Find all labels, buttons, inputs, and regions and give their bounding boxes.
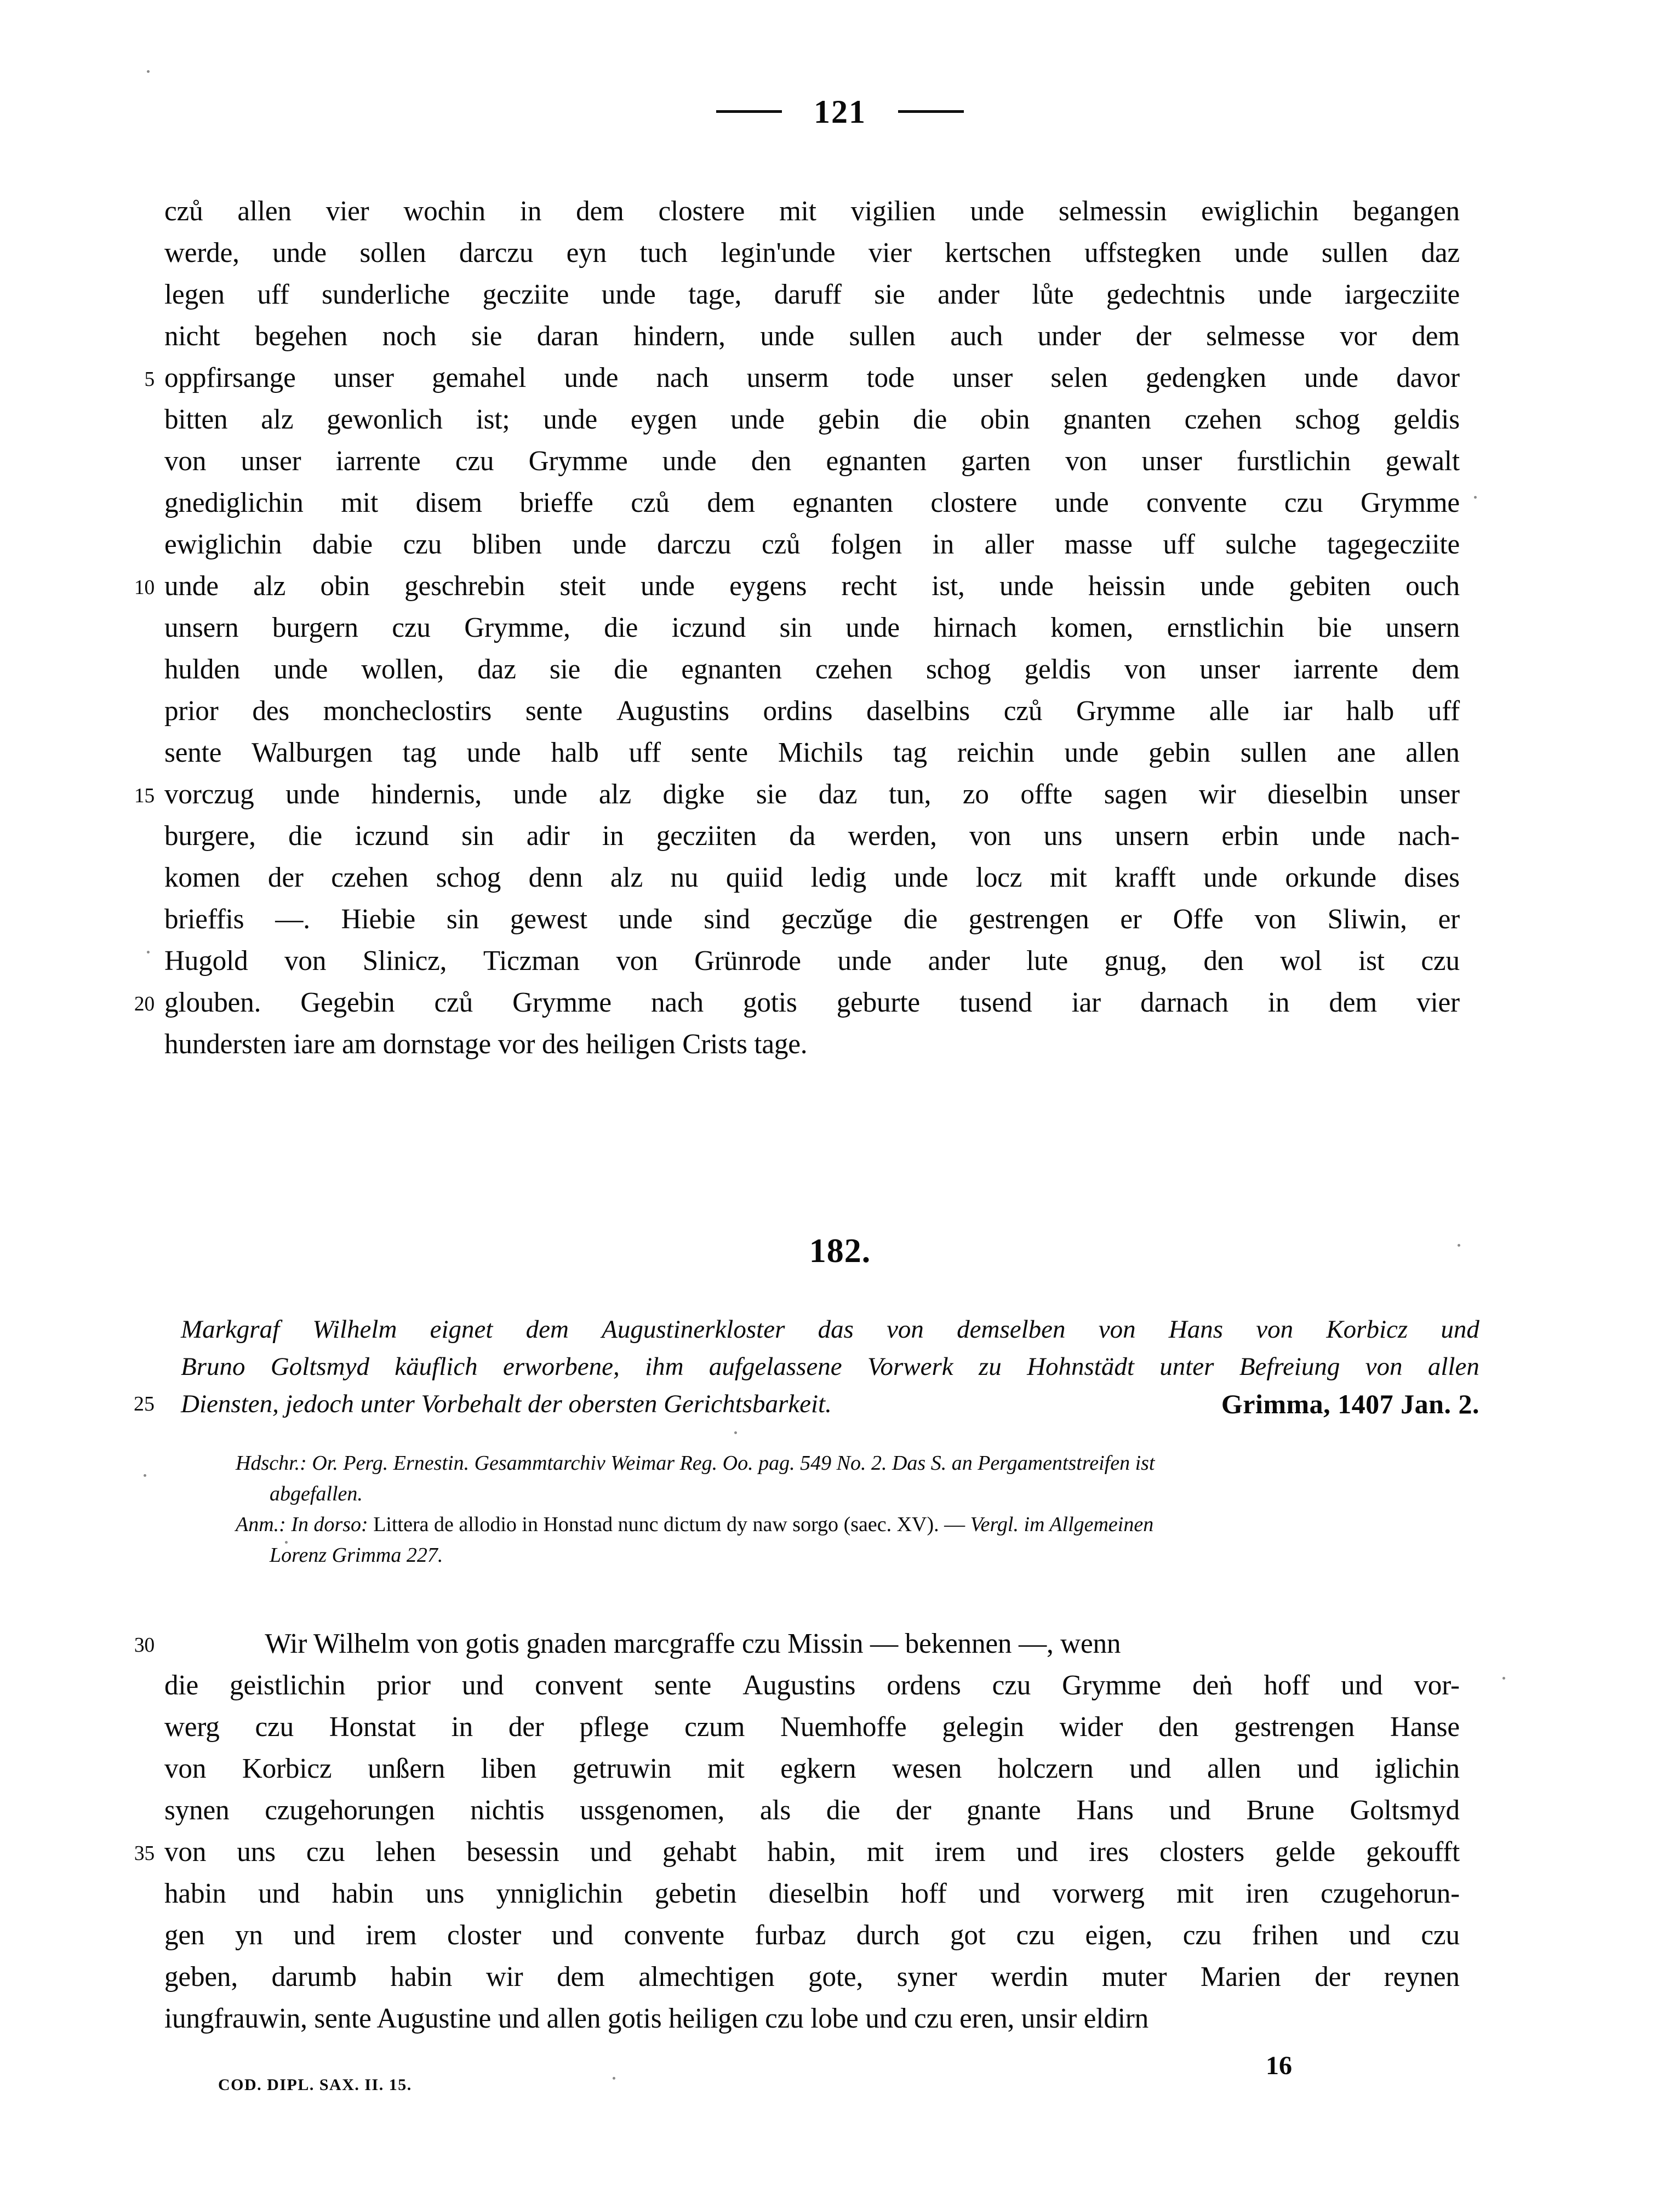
charter-line-text: gnediglichin mit disem brieffe czů dem egnanten clostere unde convente czu Grymme bbox=[164, 487, 1460, 518]
regest-word: Bruno bbox=[181, 1352, 245, 1381]
regest-word: eignet bbox=[430, 1315, 493, 1344]
apparatus-anm-reference: Lorenz Grimma 227. bbox=[270, 1544, 443, 1567]
charter-line-text: habin und habin uns ynniglichin gebetin dieselbin hoff und vorwerg mit iren czugehorun- bbox=[164, 1878, 1460, 1909]
charter-121-text bbox=[134, 191, 1479, 1065]
charter-line-text: gen yn und irem closter und convente furbaz durch got czu eigen, czu frihen und czu bbox=[164, 1920, 1460, 1951]
charter-line-text: komen der czehen schog denn alz nu quiid ledig unde locz mit krafft unde orkunde dises bbox=[164, 862, 1460, 893]
apparatus-anm-tail: Vergl. im Allgemeinen bbox=[970, 1513, 1154, 1536]
line-number-25: 25 bbox=[134, 1392, 155, 1415]
charter-line bbox=[164, 1873, 1460, 1915]
charter-line bbox=[164, 1998, 1460, 2040]
charter-line bbox=[164, 607, 1460, 649]
charter-line-text: werde, unde sollen darczu eyn tuch legin'unde vier kertschen uffstegken unde sullen daz bbox=[164, 237, 1460, 269]
regest-word: von bbox=[1365, 1352, 1403, 1381]
scan-speckle bbox=[734, 1431, 737, 1434]
charter-line bbox=[134, 1623, 1460, 1665]
scan-speckle bbox=[1502, 1677, 1505, 1680]
charter-line bbox=[164, 1024, 1460, 1065]
charter-182-regest bbox=[134, 1311, 1479, 1423]
scan-speckle bbox=[1474, 496, 1477, 499]
charter-line bbox=[164, 1665, 1460, 1706]
charter-line bbox=[164, 690, 1460, 732]
regest-line-1 bbox=[181, 1311, 1479, 1348]
charter-line bbox=[134, 982, 1460, 1024]
charter-line-text: werg czu Honstat in der pflege czum Nuemhoffe gelegin wider den gestrengen Hanse bbox=[164, 1711, 1460, 1743]
charter-line-text: von Korbicz unßern liben getruwin mit egkern wesen holczern und allen und iglichin bbox=[164, 1753, 1460, 1784]
charter-line-text: burgere, die iczund sin adir in gecziiten da werden, von uns unsern erbin unde nach- bbox=[164, 820, 1460, 852]
scan-speckle bbox=[147, 70, 150, 73]
charter-line-text: czů allen vier wochin in dem clostere mit vigilien unde selmessin ewiglichin begangen bbox=[164, 196, 1460, 227]
charter-line-text: sente Walburgen tag unde halb uff sente Michils tag reichin unde gebin sullen ane allen bbox=[164, 737, 1460, 768]
regest-word: dem bbox=[525, 1315, 569, 1344]
regest-word: das bbox=[818, 1315, 854, 1344]
apparatus-anm-dash: — bbox=[944, 1513, 965, 1536]
charter-line bbox=[164, 316, 1460, 357]
charter-line-text: unde alz obin geschrebin steit unde eygens recht ist, unde heissin unde gebiten ouch bbox=[164, 570, 1460, 602]
charter-line-text: geben, darumb habin wir dem almechtigen gote, syner werdin muter Marien der reynen bbox=[164, 1961, 1460, 1993]
charter-line bbox=[164, 857, 1460, 899]
apparatus-anm-dorso-text: Littera de allodio in Honstad nunc dictum dy naw sorgo bbox=[373, 1513, 839, 1536]
charter-line-text: legen uff sunderliche gecziite unde tage, daruff sie ander lůte gedechtnis unde iargecziite bbox=[164, 279, 1460, 310]
apparatus-hdschr-line-1 bbox=[236, 1448, 1490, 1478]
charter-line bbox=[164, 1790, 1460, 1831]
regest-word: allen bbox=[1427, 1352, 1479, 1381]
charter-line-text: vorczug unde hindernis, unde alz digke sie daz tun, zo offte sagen wir dieselbin unser bbox=[164, 779, 1460, 810]
regest-word: Befreiung bbox=[1239, 1352, 1340, 1381]
charter-line-text: glouben. Gegebin czů Grymme nach gotis geburte tusend iar darnach in dem vier bbox=[164, 987, 1460, 1018]
running-head-rule-right bbox=[898, 110, 964, 113]
apparatus-hdschr-text-2: abgefallen. bbox=[270, 1482, 363, 1505]
line-number-5: 5 bbox=[144, 368, 155, 391]
charter-line bbox=[164, 815, 1460, 857]
running-head bbox=[0, 93, 1680, 131]
charter-line bbox=[164, 899, 1460, 940]
charter-line-text: hulden unde wollen, daz sie die egnanten czehen schog geldis von unser iarrente dem bbox=[164, 654, 1460, 685]
sheet-signature-number: 16 bbox=[1266, 2051, 1292, 2080]
regest-word: von bbox=[887, 1315, 924, 1344]
apparatus-hdschr-text: Or. Perg. Ernestin. Gesammtarchiv Weimar Reg. Oo. pag. 549 No. 2. Das S. an Pergamentstreifen ist bbox=[312, 1452, 1155, 1475]
charter-line-text: synen czugehorungen nichtis ussgenomen, als die der gnante Hans und Brune Goltsmyd bbox=[164, 1795, 1460, 1826]
charter-line bbox=[164, 1956, 1460, 1998]
regest-line-3-text: Diensten, jedoch unter Vorbehalt der obersten Gerichtsbarkeit. bbox=[181, 1390, 832, 1418]
regest-word: und bbox=[1441, 1315, 1479, 1344]
scan-speckle bbox=[147, 951, 150, 954]
regest-place-date: Grimma, 1407 Jan. 2. bbox=[1221, 1389, 1479, 1419]
charter-line-text: ewiglichin dabie czu bliben unde darczu czů folgen in aller masse uff sulche tagegecziite bbox=[164, 529, 1460, 560]
charter-line-text: von uns czu lehen besessin und gehabt habin, mit irem und ires closters gelde gekoufft bbox=[164, 1836, 1460, 1868]
regest-word: Augustinerkloster bbox=[602, 1315, 785, 1344]
charter-line-text: iungfrauwin, sente Augustine und allen gotis heiligen czu lobe und czu eren, unsir eldirn bbox=[164, 2003, 1149, 2034]
charter-line-text: Wir Wilhelm von gotis gnaden marcgraffe czu Missin — bekennen —, wenn bbox=[265, 1628, 1121, 1659]
charter-line bbox=[164, 441, 1460, 482]
regest-word: Korbicz bbox=[1326, 1315, 1408, 1344]
regest-word: von bbox=[1098, 1315, 1136, 1344]
regest-line-2 bbox=[181, 1348, 1479, 1385]
scan-speckle bbox=[144, 1474, 146, 1477]
regest-word: Markgraf bbox=[181, 1315, 280, 1344]
charter-line bbox=[164, 274, 1460, 316]
charter-line bbox=[164, 232, 1460, 274]
running-head-rule-left bbox=[716, 110, 782, 113]
charter-182-text bbox=[134, 1623, 1479, 2040]
charter-line bbox=[144, 357, 1460, 399]
charter-line bbox=[134, 774, 1460, 815]
charter-182-number: 182. bbox=[809, 1232, 871, 1270]
charter-line-text: prior des moncheclostirs sente Augustins ordins daselbins czů Grymme alle iar halb uff bbox=[164, 695, 1460, 727]
charter-line-text: bitten alz gewonlich ist; unde eygen unde gebin die obin gnanten czehen schog geldis bbox=[164, 404, 1460, 435]
line-number-35: 35 bbox=[134, 1842, 155, 1865]
line-number-20: 20 bbox=[134, 992, 155, 1015]
regest-word: käuflich bbox=[395, 1352, 478, 1381]
charter-line bbox=[164, 482, 1460, 524]
scan-speckle bbox=[1458, 1244, 1460, 1247]
colophon: COD. DIPL. SAX. II. 15. bbox=[218, 2076, 412, 2094]
regest-word: aufgelassene bbox=[708, 1352, 842, 1381]
charter-line bbox=[164, 1748, 1460, 1790]
page-folio-number: 121 bbox=[814, 94, 866, 130]
charter-line-text: unsern burgern czu Grymme, die iczund sin unde hirnach komen, ernstlichin bie unsern bbox=[164, 612, 1460, 643]
regest-word: von bbox=[1256, 1315, 1294, 1344]
apparatus-anm-label: Anm.: bbox=[236, 1513, 286, 1536]
charter-line-text: Hugold von Slinicz, Ticzman von Grünrode unde ander lute gnug, den wol ist czu bbox=[164, 945, 1460, 977]
charter-line bbox=[164, 732, 1460, 774]
regest-word: erworbene, bbox=[503, 1352, 620, 1381]
regest-word: unter bbox=[1159, 1352, 1214, 1381]
regest-word: zu bbox=[978, 1352, 1002, 1381]
regest-line-3 bbox=[134, 1385, 1479, 1423]
scan-speckle bbox=[613, 2077, 615, 2080]
charter-line bbox=[164, 940, 1460, 982]
charter-line bbox=[164, 399, 1460, 441]
charter-line bbox=[164, 1915, 1460, 1956]
charter-182-apparatus bbox=[236, 1448, 1490, 1571]
regest-word: demselben bbox=[957, 1315, 1066, 1344]
charter-line bbox=[164, 1706, 1460, 1748]
charter-line-text: oppfirsange unser gemahel unde nach unserm tode unser selen gedengken unde davor bbox=[164, 362, 1460, 393]
scan-speckle bbox=[285, 1541, 288, 1544]
charter-line-text: hundersten iare am dornstage vor des heiligen Crists tage. bbox=[164, 1029, 808, 1060]
charter-line bbox=[134, 566, 1460, 607]
apparatus-hdschr-label: Hdschr.: bbox=[236, 1452, 307, 1475]
regest-word: Hans bbox=[1168, 1315, 1224, 1344]
regest-word: Hohnstädt bbox=[1027, 1352, 1134, 1381]
charter-line bbox=[134, 1831, 1460, 1873]
apparatus-anm-saeculum: (saec. XV). bbox=[843, 1513, 939, 1536]
charter-line bbox=[164, 191, 1460, 232]
line-number-15: 15 bbox=[134, 784, 155, 807]
charter-line-text: nicht begehen noch sie daran hindern, unde sullen auch under der selmesse vor dem bbox=[164, 321, 1460, 352]
charter-line bbox=[164, 524, 1460, 566]
charter-line bbox=[164, 649, 1460, 690]
line-number-30: 30 bbox=[134, 1634, 155, 1657]
line-number-10: 10 bbox=[134, 576, 155, 599]
apparatus-anm-line-1 bbox=[236, 1509, 1490, 1540]
regest-word: Goltsmyd bbox=[270, 1352, 369, 1381]
charter-line-text: die geistlichin prior und convent sente Augustins ordens czu Grymme deṅ hoff und vor- bbox=[164, 1670, 1460, 1701]
regest-word: Wilhelm bbox=[312, 1315, 397, 1344]
apparatus-hdschr-line-2 bbox=[236, 1478, 1490, 1509]
charter-line-text: von unser iarrente czu Grymme unde den egnanten garten von unser furstlichin gewalt bbox=[164, 446, 1460, 477]
regest-word: ihm bbox=[645, 1352, 684, 1381]
apparatus-anm-indorso: In dorso: bbox=[291, 1513, 368, 1536]
regest-word: Vorwerk bbox=[867, 1352, 953, 1381]
charter-line-text: brieffis —. Hiebie sin gewest unde sind geczŭge die gestrengen er Offe von Sliwin, er bbox=[164, 904, 1460, 935]
apparatus-anm-line-2 bbox=[236, 1540, 1490, 1571]
